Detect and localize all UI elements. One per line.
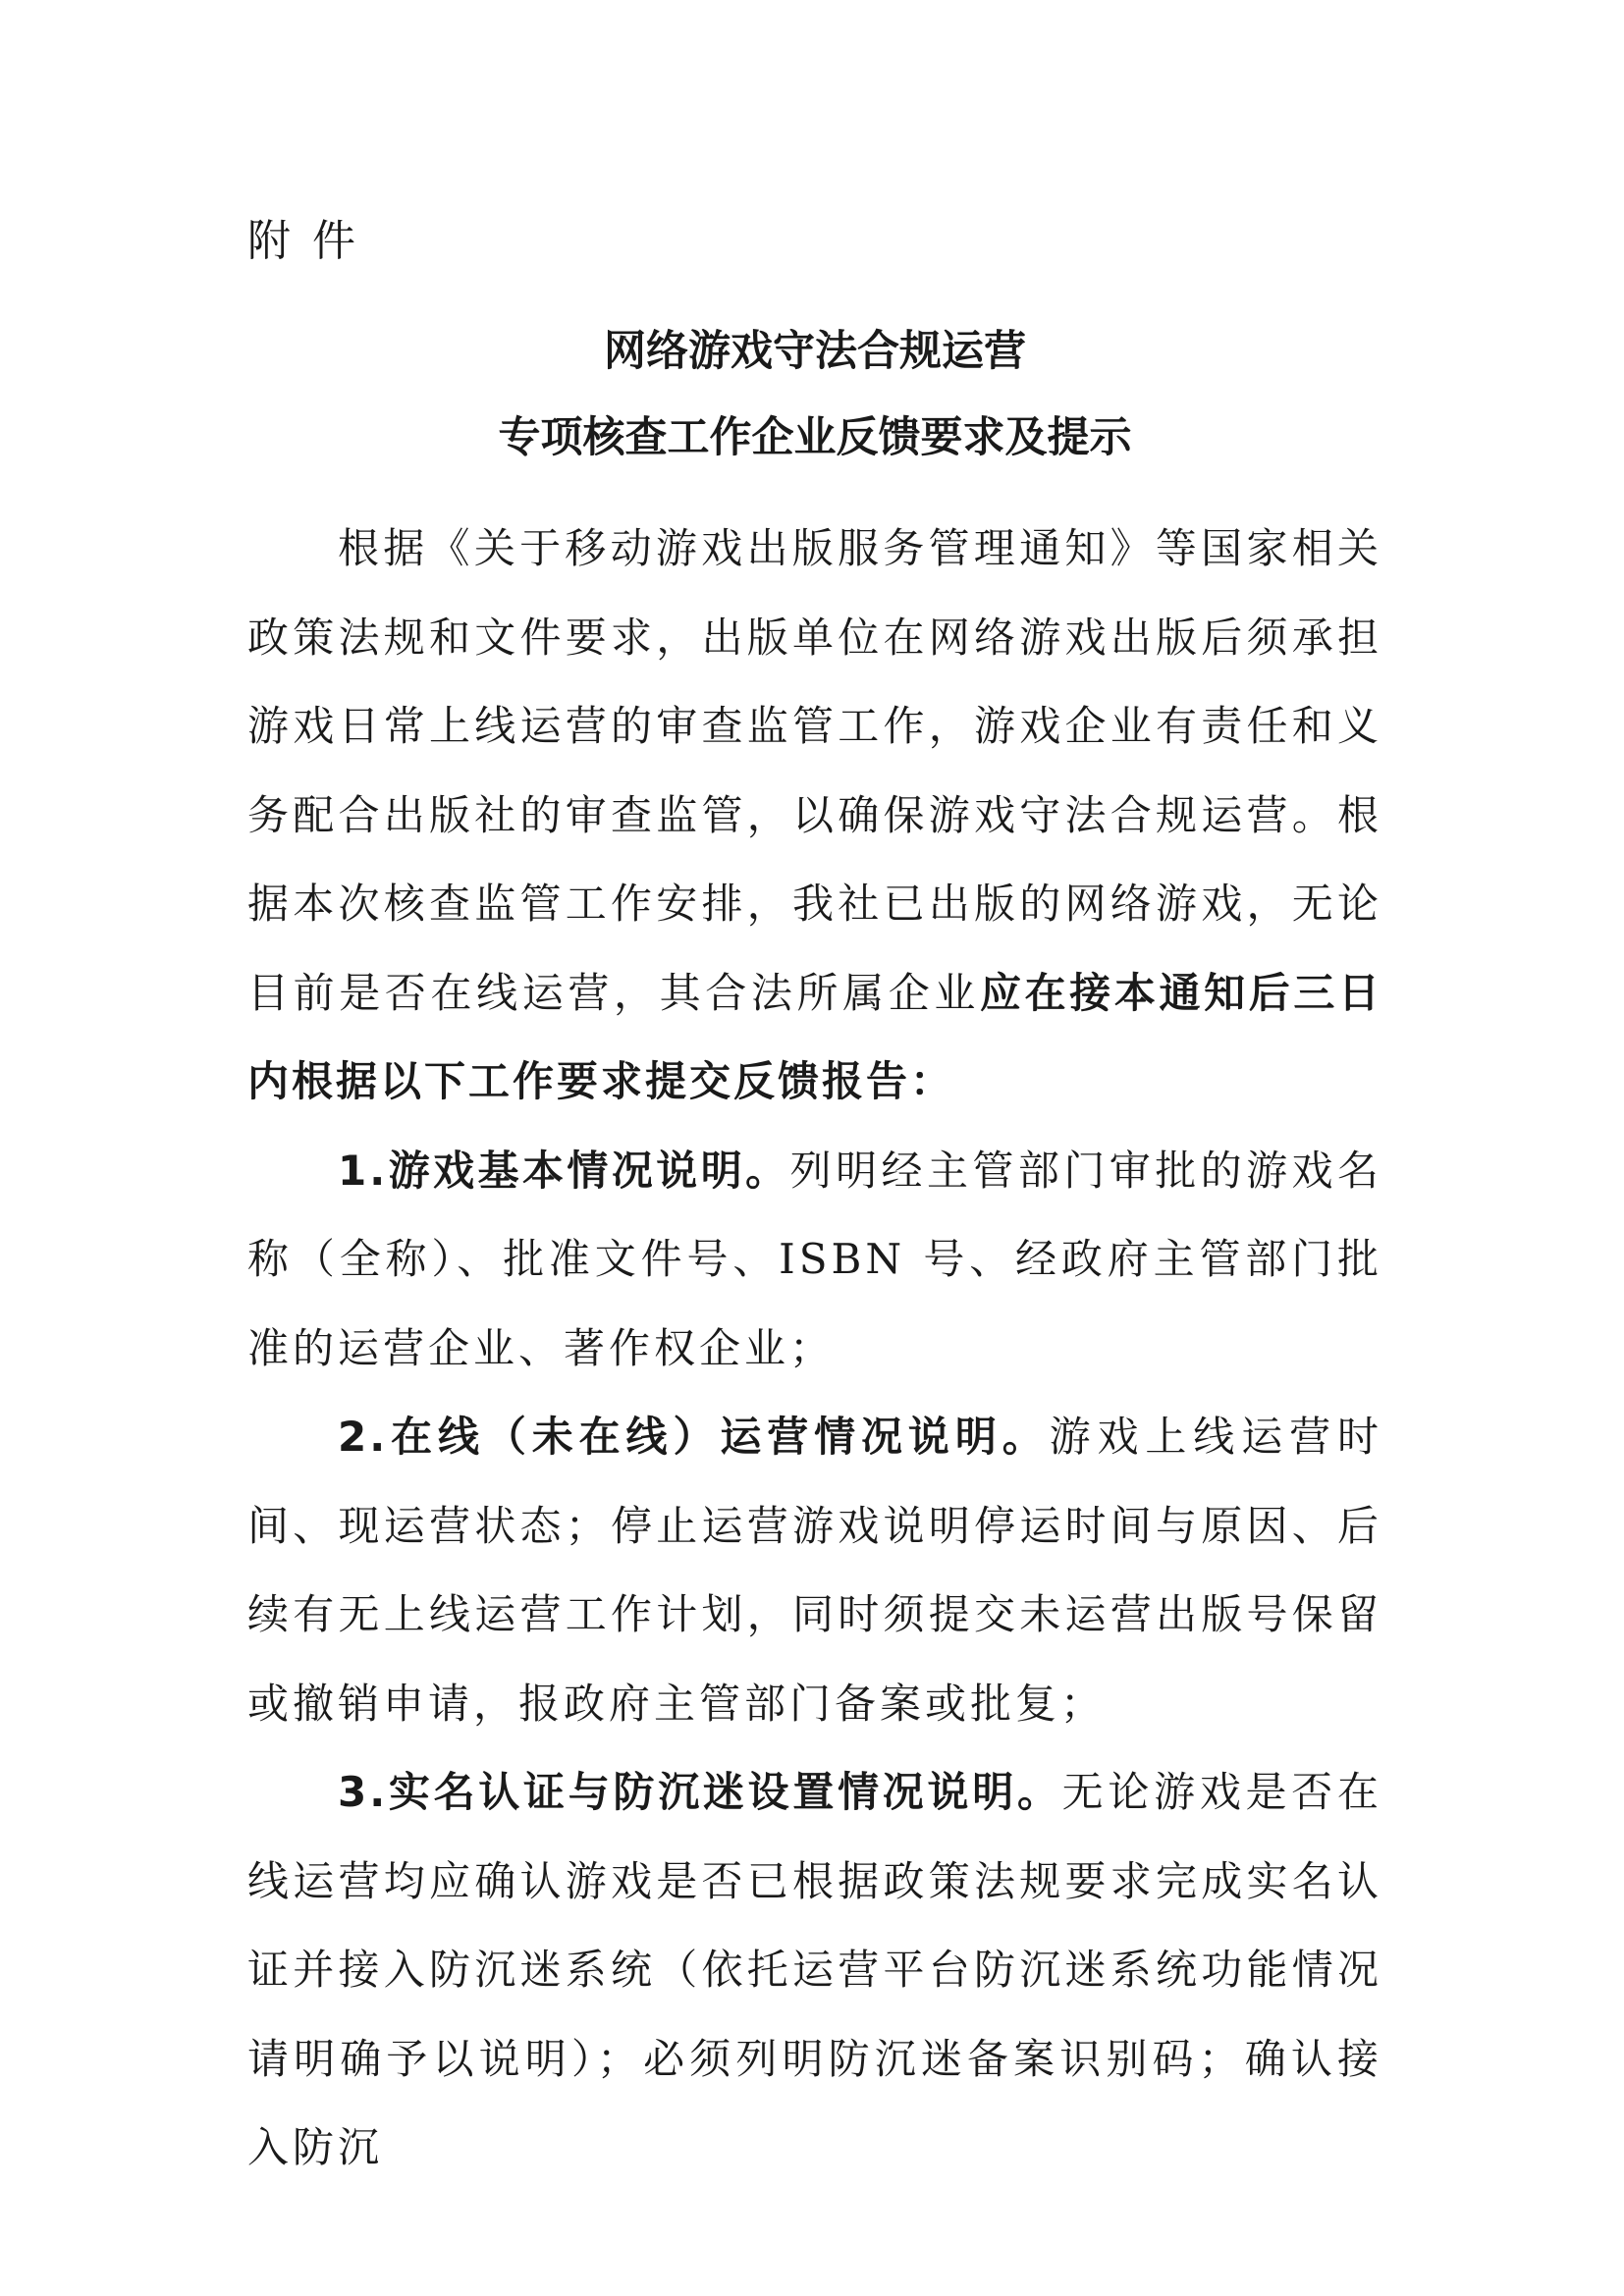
intro-emphasis: 应在接本通知后三日内根据以下工作要求提交反馈报告： [247,968,1382,1105]
document-body [247,505,1382,2193]
intro-text: 根据《关于移动游戏出版服务管理通知》等国家相关政策法规和文件要求，出版单位在网络游戏出版后须承担游戏日常上线运营的审查监管工作，游戏企业有责任和义务配合出版社的审查监管，以确保游戏守法合规运营。根据本次核查监管工作安排，我社已出版的网络游戏，无论目前是否在线运营，其合法所属企业 [247,524,1382,1017]
requirement-heading-2: 2.在线（未在线）运营情况说明。 [338,1413,1050,1461]
attachment-label: 附件 [247,216,377,266]
requirement-heading-1: 1.游戏基本情况说明。 [338,1146,790,1195]
requirement-text-2: 游戏上线运营时间、现运营状态；停止运营游戏说明停运时间与原因、后续有无上线运营工作计划，同时须提交未运营出版号保留或撤销申请，报政府主管部门备案或批复； [247,1413,1382,1728]
document-title-line-2: 专项核查工作企业反馈要求及提示 [498,413,1132,462]
requirement-item-1 [247,1127,1382,1394]
intro-paragraph [247,505,1382,1127]
requirement-item-2 [247,1393,1382,1748]
requirement-item-3 [247,1748,1382,2193]
document-title-line-1: 网络游戏守法合规运营 [604,327,1026,376]
requirement-text-1: 列明经主管部门审批的游戏名称（全称）、批准文件号、ISBN 号、经政府主管部门批准的运营企业、著作权企业； [247,1146,1382,1372]
requirement-text-3: 无论游戏是否在线运营均应确认游戏是否已根据政策法规要求完成实名认证并接入防沉迷系统（依托运营平台防沉迷系统功能情况请明确予以说明）；必须列明防沉迷备案识别码；确认接入防沉 [247,1768,1382,2171]
requirement-heading-3: 3.实名认证与防沉迷设置情况说明。 [338,1768,1062,1816]
